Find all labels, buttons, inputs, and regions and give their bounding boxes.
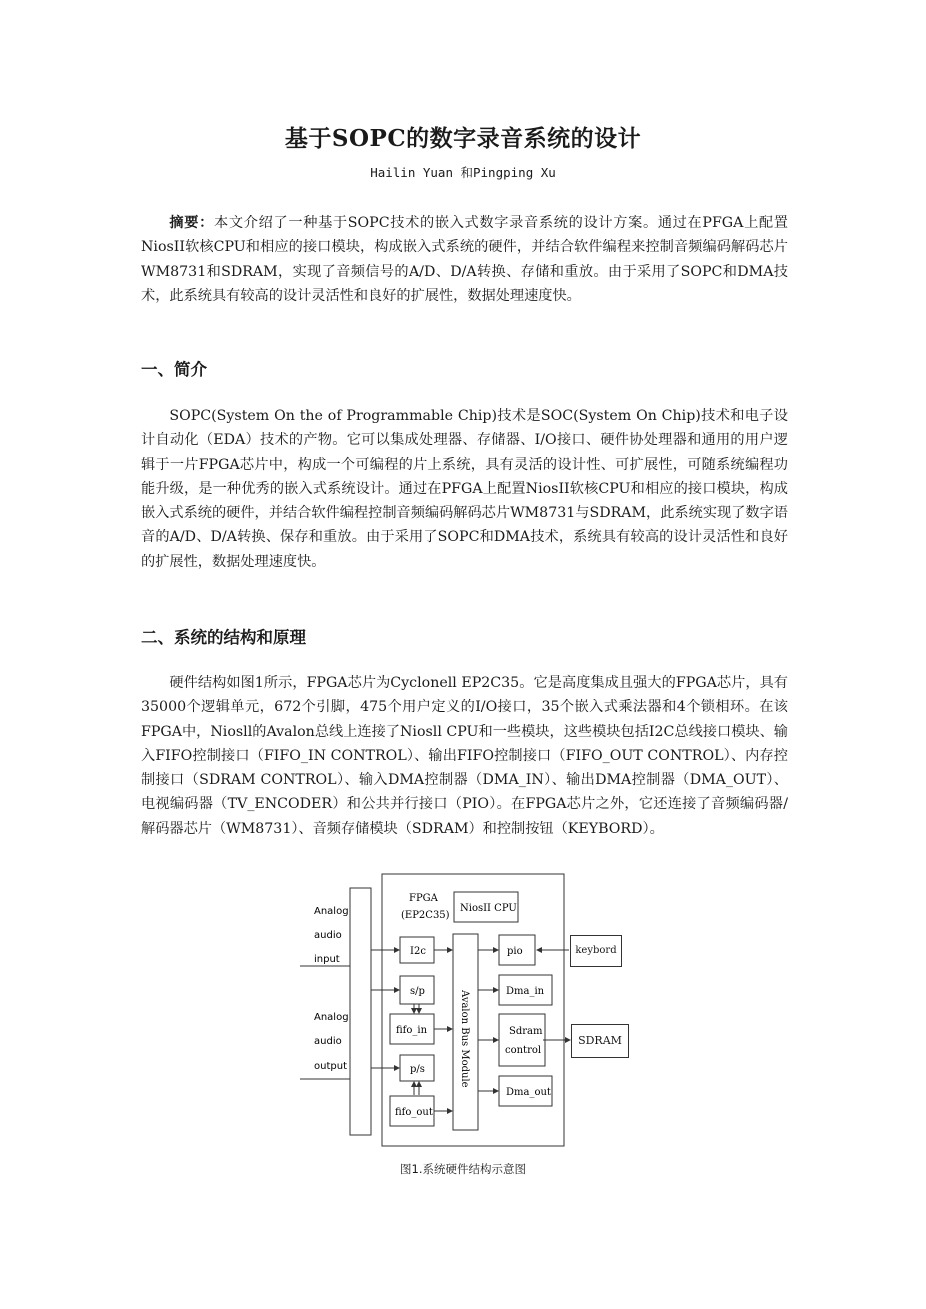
fpga-label: FPGA [409,893,438,904]
paper-title: 基于SOPC的数字录音系统的设计 [284,125,642,152]
sdram-control-label-2: control [505,1045,542,1056]
abstract-label: 摘要： [169,215,214,231]
section-2-paragraph: 硬件结构如图1所示，FPGA芯片为Cyclonell EP2C35。它是高度集成且强大的FPGA芯片，具有35000个逻辑单元，672个引脚，475个用户定义的I/O接口，35个嵌入式乘法器和4个锁相环。在该FPGA中，Niosll的Avalon总线上连接了Niosll CPU和一些模块，这些模块包括I2C总线接口模块、输入FIFO控制接口（FIFO_IN CONTROL）、输出FIFO控制接口（FIFO_OUT CONTROL）、内存控制接口（SDRAM CONTROL）、输入DMA控制器（DMA_IN）、输出DMA控制器（DMA_OUT）、电视编码器（TV_ENCODER）和公共并行接口（PIO）。在FPGA芯片之外，它还连接了音频编码器/解码器芯片（WM8731）、音频存储模块（SDRAM）和控制按钮（KEYBORD）。 [141,675,788,837]
sp-label: s/p [410,986,425,997]
cpu-label: NiosII CPU [460,903,517,914]
dma-in-label: Dma_in [506,986,545,997]
fifo-out-label: fifo_out [395,1107,433,1118]
paper-authors: Hailin Yuan 和Pingping Xu [370,165,556,180]
external-connectors [535,940,575,1060]
analog-in-label-1: Analog [314,906,349,917]
analog-out-label-1: Analog [314,1012,349,1023]
section-1-heading: 一、简介 [141,360,207,379]
keyboard-label: keybord [575,945,617,956]
sdram-block [571,1024,629,1058]
section-1-paragraph: SOPC(System On the of Programmable Chip)技术是SOC(System On Chip)技术和电子设计自动化（EDA）技术的产物。它可以集成处理器、存储器、I/O接口、硬件协处理器和通用的用户逻辑于一片FPGA芯片中，构成一个可编程的片上系统，具有灵活的设计性、可扩展性，可随系统编程功能升级，是一种优秀的嵌入式系统设计。通过在PFGA上配置NiosII软核CPU和相应的接口模块，构成嵌入式系统的硬件，并结合软件编程控制音频编码解码芯片WM8731与SDRAM，此系统实现了数字语音的A/D、D/A转换、保存和重放。由于采用了SOPC和DMA技术，系统具有较高的设计灵活性和良好的扩展性，数据处理速度快。 [141,408,788,570]
figure-caption: 图1.系统硬件结构示意图 [400,1162,526,1176]
keyboard-block [570,935,622,967]
sdram-control-label-1: Sdram [509,1026,543,1037]
abstract-text: 本文介绍了一种基于SOPC技术的嵌入式数字录音系统的设计方案。通过在PFGA上配置NiosII软核CPU和相应的接口模块，构成嵌入式系统的硬件，并结合软件编程来控制音频编码解码芯片WM8731和SDRAM，实现了音频信号的A/D、D/A转换、存储和重放。由于采用了SOPC和DMA技术，此系统具有较高的设计灵活性和良好的扩展性，数据处理速度快。 [141,215,788,304]
fpga-chip-label: (EP2C35) [401,910,450,921]
analog-out-label-3: output [314,1061,347,1072]
sdram-label: SDRAM [578,1034,622,1047]
hardware-diagram [300,872,570,1154]
fifo-in-label: fifo_in [396,1025,428,1036]
bus-label: Avalon Bus Module [459,990,470,1088]
dma-out-label: Dma_out [506,1087,551,1098]
i2c-label: I2c [410,946,426,957]
analog-out-label-2: audio [314,1036,342,1047]
analog-interface-bar [350,888,371,1135]
abstract-paragraph [141,211,788,308]
hardware-diagram-svg [300,872,570,1154]
ps-label: p/s [410,1064,425,1075]
analog-in-label-2: audio [314,930,342,941]
analog-in-label-3: input [314,954,340,965]
section-2-heading: 二、系统的结构和原理 [141,628,306,647]
pio-label: pio [507,946,523,957]
